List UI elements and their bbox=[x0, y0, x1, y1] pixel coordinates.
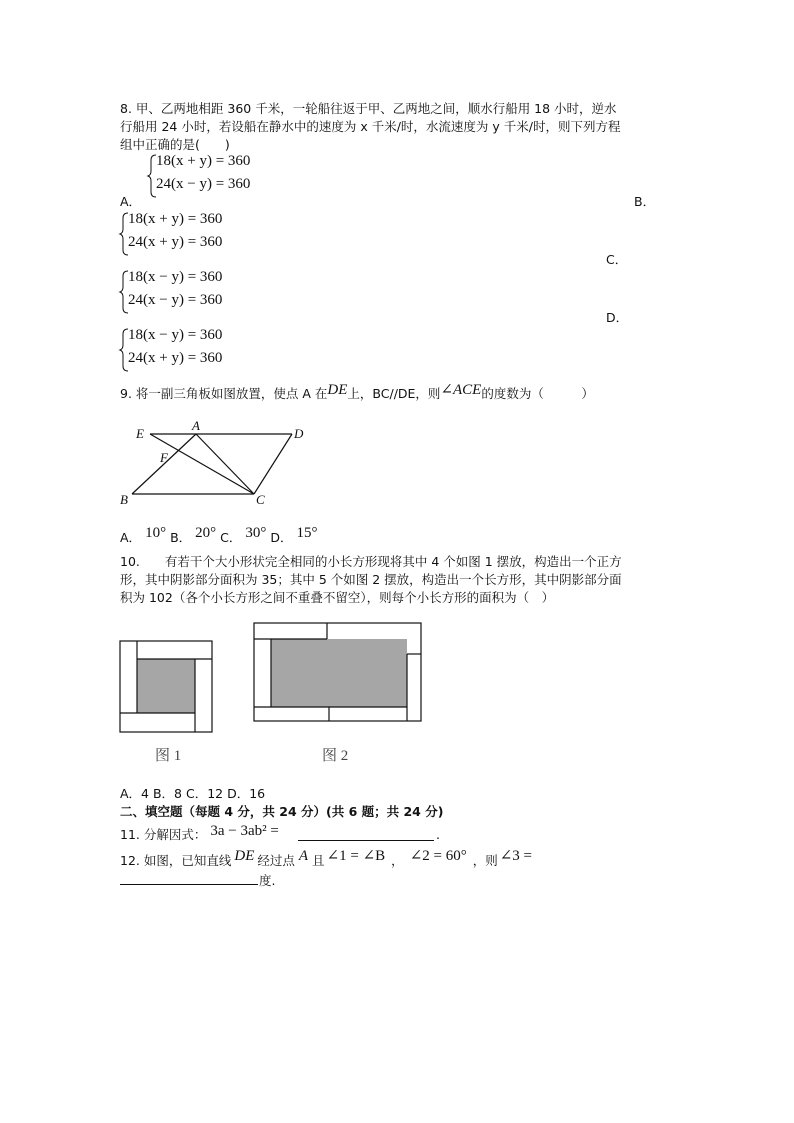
q9-option-c-value: 30° bbox=[245, 525, 267, 541]
q9-angle-ace: ∠ACE bbox=[440, 382, 482, 398]
q9-options bbox=[120, 525, 322, 547]
q12-answer-blank[interactable] bbox=[120, 884, 258, 885]
q9-text-post: 的度数为（ ） bbox=[481, 386, 594, 401]
q9-option-c: C． bbox=[220, 530, 242, 545]
q12-de: DE bbox=[234, 848, 255, 864]
q9-option-b-value: 20° bbox=[195, 525, 217, 541]
section2-title: 二、填空题（每题 4 分，共 24 分）(共 6 题；共 24 分) bbox=[120, 804, 444, 819]
q8-a-eq2: 24(x − y) = 360 bbox=[156, 176, 251, 192]
q9-stem bbox=[120, 384, 594, 403]
fig1-shaded-square bbox=[137, 659, 195, 713]
q11-expression: 3a − 3ab² = bbox=[210, 823, 279, 839]
q9-text-pre: 9. 将一副三角板如图放置，使点 A 在 bbox=[120, 386, 328, 401]
q10-figure-1 bbox=[119, 640, 214, 734]
q10-figure-2 bbox=[253, 622, 423, 722]
q8-system-a bbox=[148, 152, 288, 198]
q9-option-d: D． bbox=[270, 530, 293, 545]
point-c-label: C bbox=[256, 492, 265, 507]
q11-answer-blank[interactable] bbox=[298, 840, 434, 841]
q8-option-d-label: D． bbox=[606, 310, 629, 325]
q8-system-b bbox=[120, 210, 260, 256]
q9-option-a-value: 10° bbox=[145, 525, 167, 541]
point-d-label: D bbox=[294, 426, 304, 441]
point-a-label: A bbox=[192, 418, 200, 433]
q12-angle2: ∠2 = 60° bbox=[409, 848, 467, 864]
q12-text-pre: 12. 如图，已知直线 bbox=[120, 853, 232, 868]
q10-options: A．4 B．8 C．12 D．16 bbox=[120, 786, 266, 801]
q8-line1: 8. 甲、乙两地相距 360 千米，一轮船往返于甲、乙两地之间，顺水行船用 18 小时，逆水 bbox=[120, 101, 617, 116]
q9-option-a: A． bbox=[120, 530, 142, 545]
q8-option-c-label: C． bbox=[606, 252, 628, 267]
q10-line2: 形，其中阴影部分面积为 35；其中 5 个如图 2 摆放，构造出一个长方形，其中阴影部分面 bbox=[120, 572, 622, 587]
fig1-caption: 图 1 bbox=[155, 748, 182, 764]
q8-a-eq1: 18(x + y) = 360 bbox=[156, 153, 251, 169]
fig2-caption: 图 2 bbox=[322, 748, 349, 764]
q12-angle3: ∠3 = bbox=[499, 848, 533, 864]
q9-text-mid: 上，BC//DE，则 bbox=[347, 386, 441, 401]
q8-b-eq1: 18(x + y) = 360 bbox=[128, 211, 223, 227]
point-f-label: F bbox=[160, 450, 168, 465]
q11-text-pre: 11. 分解因式： bbox=[120, 827, 207, 842]
q8-line3: 组中正确的是( ) bbox=[120, 137, 230, 152]
q8-system-d bbox=[120, 326, 260, 372]
q12-prompt bbox=[120, 848, 533, 870]
line-ac bbox=[196, 434, 254, 494]
q8-option-b-label: B． bbox=[634, 194, 656, 209]
q12-text-mid2: 且 bbox=[312, 853, 325, 868]
q8-line2: 行船用 24 小时，若设船在静水中的速度为 x 千米/时，水流速度为 y 千米/时，则下列方程 bbox=[120, 119, 621, 134]
q8-system-c bbox=[120, 268, 260, 314]
q9-de: DE bbox=[327, 382, 348, 398]
q12-text-mid3: ，则 bbox=[472, 853, 498, 868]
q9-option-d-value: 15° bbox=[296, 525, 318, 541]
fig2-shaded-rect bbox=[271, 639, 407, 707]
q12-angle1: ∠1 = ∠B bbox=[326, 848, 386, 864]
line-dc bbox=[254, 434, 292, 494]
q12-point-a: A bbox=[298, 848, 309, 864]
q8-option-a-label: A． bbox=[120, 194, 142, 209]
q8-d-eq1: 18(x − y) = 360 bbox=[128, 327, 223, 343]
q8-d-eq2: 24(x + y) = 360 bbox=[128, 350, 223, 366]
q11-prompt bbox=[120, 825, 279, 844]
q8-c-eq1: 18(x − y) = 360 bbox=[128, 269, 223, 285]
q12-text-mid1: 经过点 bbox=[257, 853, 295, 868]
q12-end-text: 度. bbox=[259, 873, 276, 888]
q11-end-dot: . bbox=[436, 827, 440, 842]
q9-triangle-figure bbox=[118, 420, 318, 510]
q12-comma1: ， bbox=[391, 853, 404, 868]
q10-line3: 积为 102（各个小长方形之间不重叠不留空），则每个小长方形的面积为（ ） bbox=[120, 590, 555, 605]
q8-b-eq2: 24(x + y) = 360 bbox=[128, 234, 223, 250]
q8-c-eq2: 24(x − y) = 360 bbox=[128, 292, 223, 308]
q10-line1: 10. 有若干个大小形状完全相同的小长方形现将其中 4 个如图 1 摆放，构造出一个正方 bbox=[120, 554, 622, 569]
point-e-label: E bbox=[136, 426, 144, 441]
q9-option-b: B． bbox=[170, 530, 192, 545]
point-b-label: B bbox=[120, 492, 128, 507]
